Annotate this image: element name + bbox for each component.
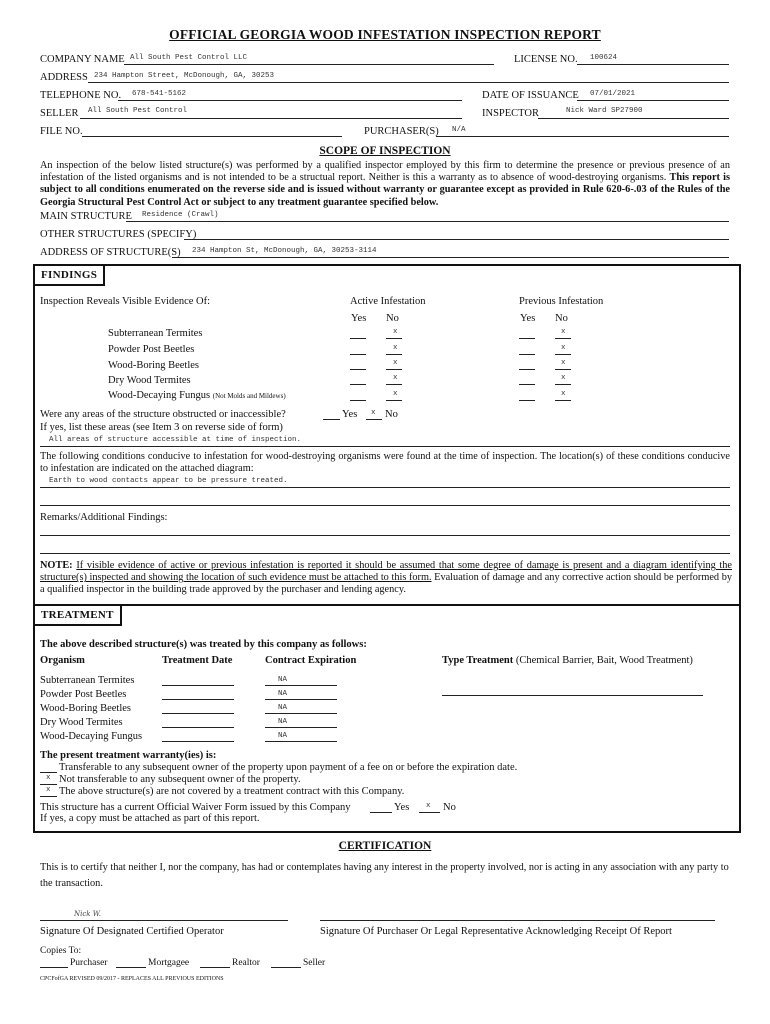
previous-yes-header: Yes (520, 313, 536, 324)
scope-text: An inspection of the below listed structure(s) was performed by a qualified inspector employed by this firm to determine the presence or previous presence of an infestation of the listed organisms and is not intended to be a structual report. Neither is this a warranty as to absence of wood-destroying organisms. This report is subject to all conditions enumerated on the reverse side and is issued without warranty or guarantee except as provided in Rule 620-6-.03 of the Rules of the Georgia Structural Pest Control Act or subject to any treatment guarantee specified below. (40, 160, 730, 208)
treatment-organism-2: Powder Post Beetles (40, 689, 127, 700)
company-name-field[interactable]: All South Pest Control LLC (130, 54, 248, 62)
obstructed-no-label: No (385, 409, 398, 420)
license-field[interactable]: 100624 (590, 54, 618, 62)
active-no-header: No (386, 313, 399, 324)
col-contract-expiration: Contract Expiration (265, 655, 357, 666)
findings-tab: FINDINGS (35, 266, 105, 286)
signature-purchaser-label: Signature Of Purchaser Or Legal Representative Acknowledging Receipt Of Report (320, 926, 672, 937)
contract-expiration-4[interactable]: NA (278, 718, 288, 726)
seller-label: SELLER (40, 108, 79, 119)
treatment-organism-1: Subterranean Termites (40, 675, 135, 686)
finding-organism-3: Wood-Boring Beetles (108, 360, 200, 371)
address-field[interactable]: 234 Hampton Street, McDonough, GA, 30253 (94, 72, 275, 80)
scope-heading: SCOPE OF INSPECTION (319, 145, 451, 157)
operator-signature-image: Nick W. (74, 910, 101, 918)
conducive-text: The following conditions conducive to infestation for wood-destroying organisms were found at the time of inspection. The location(s) of these conditions conducive to infestation are indicated on the attached diagram: (40, 451, 730, 475)
contract-expiration-1[interactable]: NA (278, 676, 288, 684)
previous-no-mark-2[interactable]: x (561, 344, 566, 352)
active-infestation-label: Active Infestation (350, 296, 426, 307)
previous-no-mark-1[interactable]: x (561, 328, 566, 336)
obstructed-yes-label: Yes (342, 409, 358, 420)
finding-organism-4: Dry Wood Termites (108, 375, 191, 386)
treatment-organism-5: Wood-Decaying Fungus (40, 731, 143, 742)
active-no-mark-2[interactable]: x (393, 344, 398, 352)
main-structure-field[interactable]: Residence (Crawl) (142, 211, 219, 219)
telephone-field[interactable]: 678-541-5162 (132, 90, 187, 98)
obstructed-question: Were any areas of the structure obstructed or inaccessible? (40, 409, 286, 420)
date-of-issuance-field[interactable]: 07/01/2021 (590, 90, 636, 98)
other-structures-label: OTHER STRUCTURES (SPECIFY) (40, 229, 197, 240)
seller-field[interactable]: All South Pest Control (88, 107, 188, 115)
purchaser-field[interactable]: N/A (452, 126, 466, 134)
address-of-structures-field[interactable]: 234 Hampton St, McDonough, GA, 30253-3114 (192, 247, 377, 255)
active-no-mark-5[interactable]: x (393, 390, 398, 398)
waiver-attach-note: If yes, a copy must be attached as part of this report. (40, 813, 260, 824)
copies-seller: Seller (303, 958, 326, 968)
inspector-label: INSPECTOR (482, 108, 539, 119)
license-label: LICENSE NO. (514, 54, 578, 65)
main-structure-label: MAIN STRUCTURE (40, 211, 132, 222)
company-name-label: COMPANY NAME (40, 54, 125, 65)
form-revision-footer: CPCFofGA REVISED 09/2017 - REPLACES ALL PREVIOUS EDITIONS (40, 976, 224, 982)
conducive-conditions-field[interactable]: Earth to wood contacts appear to be pressure treated. (49, 477, 288, 485)
waiver-question: This structure has a current Official Waiver Form issued by this Company (40, 802, 351, 813)
contract-expiration-3[interactable]: NA (278, 704, 288, 712)
active-no-mark-4[interactable]: x (393, 374, 398, 382)
telephone-label: TELEPHONE NO. (40, 90, 122, 101)
waiver-no-mark[interactable]: x (426, 802, 431, 810)
previous-no-mark-5[interactable]: x (561, 390, 566, 398)
contract-expiration-5[interactable]: NA (278, 732, 288, 740)
finding-organism-2: Powder Post Beetles (108, 344, 195, 355)
purchaser-label: PURCHASER(S) (364, 126, 439, 137)
evidence-label: Inspection Reveals Visible Evidence Of: (40, 296, 211, 307)
active-no-mark-1[interactable]: x (393, 328, 398, 336)
treatment-organism-4: Dry Wood Termites (40, 717, 123, 728)
previous-no-mark-3[interactable]: x (561, 359, 566, 367)
col-organism: Organism (40, 655, 85, 666)
treatment-intro: The above described structure(s) was treated by this company as follows: (40, 639, 367, 650)
signature-operator-label: Signature Of Designated Certified Operator (40, 926, 224, 937)
previous-infestation-label: Previous Infestation (519, 296, 604, 307)
warranty-option-3-mark[interactable]: x (46, 786, 51, 794)
warranty-option-2-mark[interactable]: x (46, 774, 51, 782)
warranty-heading: The present treatment warranty(ies) is: (40, 750, 217, 761)
certification-text: This is to certify that neither I, nor the company, has had or contemplates having any interest in the property involved, nor is acting in any association with any party to the transaction. (40, 862, 729, 889)
copies-mortgagee: Mortgagee (148, 958, 190, 968)
waiver-no-label: No (443, 802, 456, 813)
previous-no-mark-4[interactable]: x (561, 374, 566, 382)
previous-no-header: No (555, 313, 568, 324)
address-label: ADDRESS (40, 72, 88, 83)
treatment-tab: TREATMENT (35, 606, 122, 626)
list-areas-label: If yes, list these areas (see Item 3 on reverse side of form) (40, 422, 283, 433)
contract-expiration-2[interactable]: NA (278, 690, 288, 698)
active-yes-header: Yes (351, 313, 367, 324)
finding-organism-5: Wood-Decaying Fungus (Not Molds and Mildews) (108, 390, 286, 401)
warranty-option-2: Not transferable to any subsequent owner of the property. (59, 774, 301, 785)
inaccessible-areas-field[interactable]: All areas of structure accessible at time of inspection. (49, 436, 302, 444)
finding-organism-1: Subterranean Termites (108, 328, 203, 339)
remarks-label: Remarks/Additional Findings: (40, 512, 168, 523)
copies-purchaser: Purchaser (70, 958, 108, 968)
address-of-structures-label: ADDRESS OF STRUCTURE(S) (40, 247, 181, 258)
warranty-option-3: The above structure(s) are not covered by a treatment contract with this Company. (59, 786, 405, 797)
copies-realtor: Realtor (232, 958, 260, 968)
report-title: OFFICIAL GEORGIA WOOD INFESTATION INSPECTION REPORT (169, 27, 601, 42)
certification-heading: CERTIFICATION (338, 840, 432, 852)
treatment-organism-3: Wood-Boring Beetles (40, 703, 132, 714)
waiver-yes-label: Yes (394, 802, 410, 813)
warranty-option-1: Transferable to any subsequent owner of the property upon payment of a fee on or before the expiration date. (59, 762, 518, 773)
file-no-label: FILE NO. (40, 126, 83, 137)
findings-note: NOTE: If visible evidence of active or previous infestation is reported it should be assumed that some degree of damage is present and a diagram identifying the structure(s) inspected and showing the location of such evidence must be attached to this form. Evaluation of damage and any corrective action should be performed by a qualified inspector in the building trade approved by the purchaser and lending agency. (40, 560, 733, 596)
date-of-issuance-label: DATE OF ISSUANCE (482, 90, 579, 101)
copies-to-label: Copies To: (40, 946, 82, 956)
inspector-field[interactable]: Nick Ward SP27900 (566, 107, 643, 115)
col-type-treatment: Type Treatment (Chemical Barrier, Bait, Wood Treatment) (442, 655, 693, 666)
col-treatment-date: Treatment Date (162, 655, 233, 666)
obstructed-no-mark[interactable]: x (371, 409, 376, 417)
active-no-mark-3[interactable]: x (393, 359, 398, 367)
